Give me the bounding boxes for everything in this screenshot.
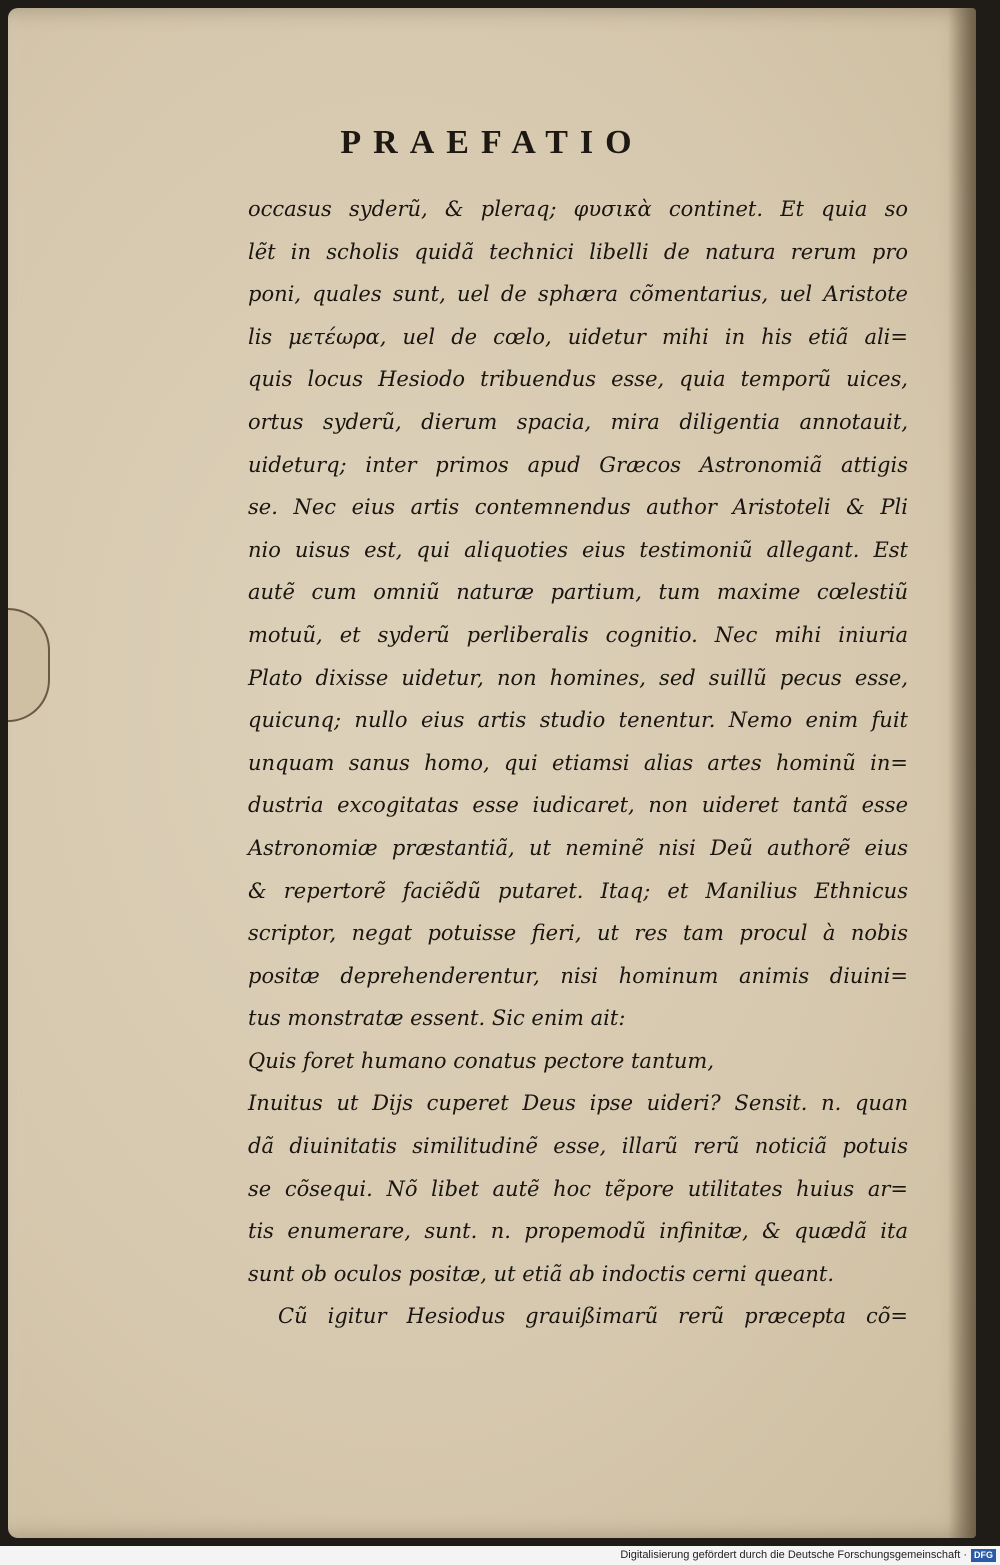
text-line: Cũ igitur Hesiodus grauißimarũ rerũ præcepta cõ= [278, 1304, 908, 1329]
book-gutter [948, 8, 976, 1538]
text-line: positæ deprehenderentur, nisi hominum animis diuini= [248, 963, 908, 988]
text-line: Quis foret humano conatus pectore tantum, [248, 1048, 714, 1073]
text-line: tus monstratæ essent. Sic enim ait: [248, 1006, 626, 1031]
text-line: nio uisus est, qui aliquoties eius testimoniũ allegant. Est [248, 537, 908, 562]
text-line: scriptor, negat potuisse fieri, ut res tam procul à nobis [248, 921, 908, 946]
text-line: dustria excogitatas esse iudicaret, non uideret tantã esse [248, 793, 908, 818]
text-line: sunt ob oculos positæ, ut etiã ab indoctis cerni queant. [248, 1261, 835, 1286]
footer-bar [0, 1546, 1000, 1565]
text-line: se cõsequi. Nõ libet autẽ hoc tẽpore utilitates huius ar= [248, 1176, 908, 1201]
text-line: ortus syderũ, dierum spacia, mira diligentia annotauit, [248, 409, 908, 434]
text-line: lis μετέωρα, uel de cœlo, uidetur mihi in his etiã ali= [248, 324, 908, 349]
text-line: Inuitus ut Dijs cuperet Deus ipse uideri? Sensit. n. quan [248, 1091, 908, 1116]
text-line: se. Nec eius artis contemnendus author Aristoteli & Pli [248, 495, 908, 520]
text-line: motuũ, et syderũ perliberalis cognitio. Nec mihi iniuria [248, 622, 908, 647]
dfg-logo-icon: DFG [971, 1549, 996, 1562]
text-line: poni, quales sunt, uel de sphæra cõmentarius, uel Aristote [248, 282, 908, 307]
text-line: autẽ cum omniũ naturæ partium, tum maxime cœlestiũ [248, 580, 908, 605]
text-line: Plato dixisse uidetur, non homines, sed suillũ pecus esse, [248, 665, 908, 690]
footer-text: Digitalisierung gefördert durch die Deutsche Forschungsgemeinschaft · [620, 1549, 967, 1561]
text-line: Astronomiæ præstantiã, ut neminẽ nisi Deũ authorẽ eius [248, 835, 908, 860]
text-line: quicunq; nullo eius artis studio tenentur. Nemo enim fuit [248, 708, 908, 733]
text-line: dã diuinitatis similitudinẽ esse, illarũ rerũ noticiã potuis [248, 1134, 908, 1159]
running-head: PRAEFATIO [340, 124, 644, 161]
text-block [248, 188, 908, 1338]
book-page [8, 8, 976, 1538]
text-line: occasus syderũ, & pleraq; φυσικὰ continet. Et quia so [248, 197, 908, 221]
text-line: uideturq; inter primos apud Græcos Astronomiã attigis [248, 452, 908, 477]
text-line: quis locus Hesiodo tribuendus esse, quia temporũ uices, [248, 367, 908, 392]
text-line: tis enumerare, sunt. n. propemodũ infinitæ, & quædã ita [248, 1219, 908, 1244]
text-line: & repertorẽ faciẽdũ putaret. Itaq; et Manilius Ethnicus [248, 878, 908, 903]
page-tab [8, 608, 50, 722]
text-line: lẽt in scholis quidã technici libelli de natura rerum pro [248, 239, 908, 264]
text-line: unquam sanus homo, qui etiamsi alias artes hominũ in= [248, 750, 908, 775]
